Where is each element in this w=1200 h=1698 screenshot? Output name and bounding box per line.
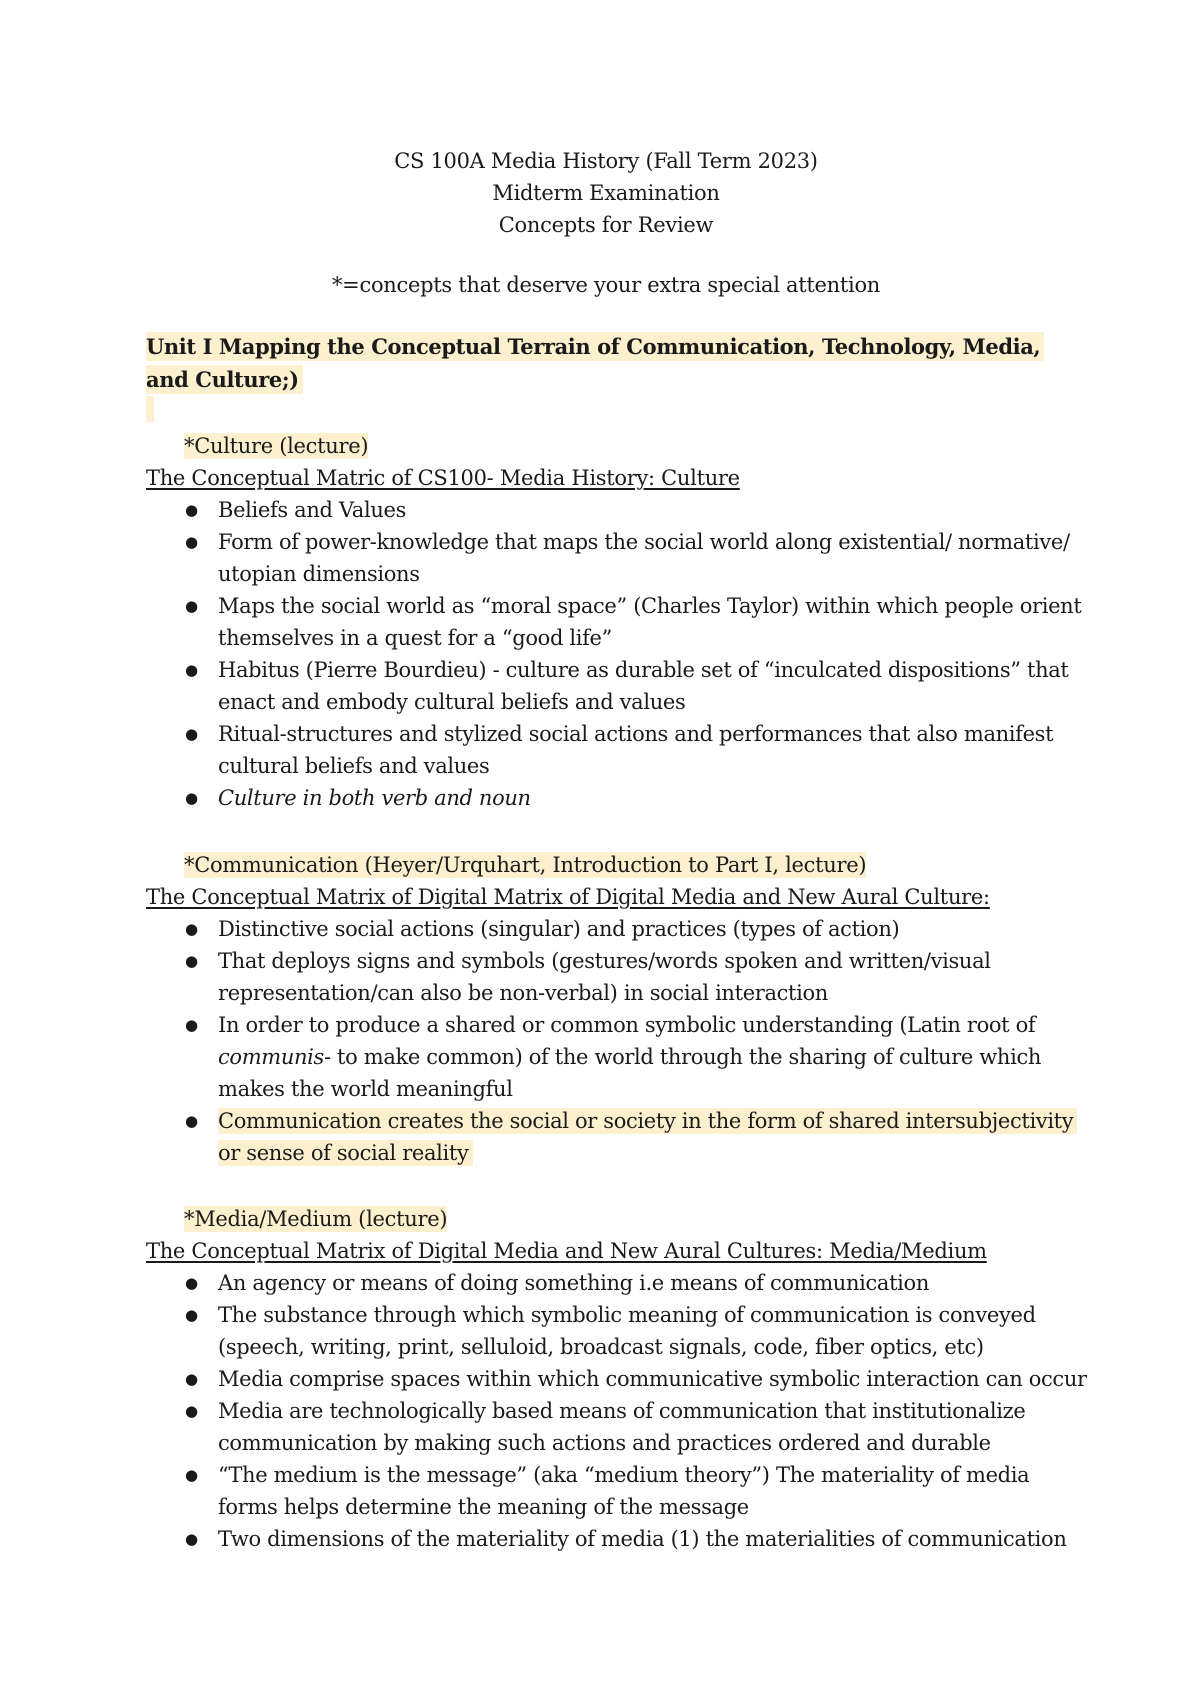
bullet-icon: ● <box>185 1370 198 1388</box>
section-media <box>146 1203 1087 1555</box>
course-title: CS 100A Media History (Fall Term 2023) <box>394 149 818 173</box>
list-item-text: The substance through which symbolic meaning of communication is conveyed (speech, writing, print, selluloid, broadcast signals, code, fiber optics, etc) <box>218 1303 1036 1359</box>
concept-heading <box>184 430 1066 462</box>
list-item-text: Media comprise spaces within which communicative symbolic interaction can occur <box>218 1367 1087 1391</box>
list-item <box>146 526 1088 590</box>
bullet-icon: ● <box>185 725 198 743</box>
list-item <box>146 782 1088 814</box>
matrix-title: The Conceptual Matrix of Digital Matrix of Digital Media and New Aural Culture: <box>146 885 990 909</box>
list-item-text: Two dimensions of the materiality of media (1) the materialities of communication <box>218 1527 1067 1551</box>
text-run: In order to produce a shared or common symbolic understanding (Latin root of <box>218 1013 1036 1037</box>
list-item-text: Form of power-knowledge that maps the social world along existential/ normative/ utopian dimensions <box>218 530 1070 586</box>
concept-media: *Media/Medium (lecture) <box>184 1207 448 1231</box>
list-item <box>146 1459 1088 1523</box>
bullet-icon: ● <box>185 1466 198 1484</box>
bullet-icon: ● <box>185 1112 198 1130</box>
exam-title: Midterm Examination <box>492 181 720 205</box>
list-item-text: Maps the social world as “moral space” (Charles Taylor) within which people orient themselves in a quest for a “good life” <box>218 594 1082 650</box>
matrix-title: The Conceptual Matric of CS100- Media History: Culture <box>146 466 740 490</box>
list-item <box>146 654 1088 718</box>
list-item <box>146 1363 1088 1395</box>
bullet-icon: ● <box>185 952 198 970</box>
list-item <box>146 718 1088 782</box>
latin-term: communis <box>218 1045 324 1069</box>
document-header <box>146 145 1066 241</box>
bullet-list <box>146 494 1082 814</box>
bullet-icon: ● <box>185 789 198 807</box>
bullet-icon: ● <box>185 1530 198 1548</box>
list-item-text: Habitus (Pierre Bourdieu) - culture as durable set of “inculcated dispositions” that enact and embody cultural beliefs and values <box>218 658 1069 714</box>
list-item <box>146 945 1088 1009</box>
concept-culture: *Culture (lecture) <box>184 434 369 458</box>
list-item <box>146 494 1088 526</box>
list-item <box>146 1299 1088 1363</box>
list-item-text: Media are technologically based means of communication that institutionalize communication by making such actions and practices ordered and durable <box>218 1399 1026 1455</box>
concept-communication: *Communication (Heyer/Urquhart, Introduction to Part I, lecture) <box>184 853 867 877</box>
section-communication <box>146 849 1074 1169</box>
list-item-text: Culture in both verb and noun <box>218 786 531 810</box>
bullet-icon: ● <box>185 1274 198 1292</box>
list-item-text <box>218 1013 1041 1101</box>
bullet-icon: ● <box>185 920 198 938</box>
list-item <box>146 590 1088 654</box>
list-item <box>146 1105 1088 1169</box>
bullet-icon: ● <box>185 501 198 519</box>
concept-heading <box>184 1203 1066 1235</box>
concept-heading <box>184 849 1066 881</box>
attention-note: *=concepts that deserve your extra special attention <box>331 273 881 297</box>
list-item <box>146 1395 1088 1459</box>
review-title: Concepts for Review <box>498 213 714 237</box>
matrix-title: The Conceptual Matrix of Digital Media and New Aural Cultures: Media/Medium <box>146 1239 987 1263</box>
list-item-text: That deploys signs and symbols (gestures/words spoken and written/visual representation/can also be non-verbal) in social interaction <box>218 949 991 1005</box>
list-item-text: Communication creates the social or society in the form of shared intersubjectivity or sense of social reality <box>218 1108 1077 1166</box>
unit-heading <box>146 330 1046 396</box>
list-item-text: Ritual-structures and stylized social actions and performances that also manifest cultural beliefs and values <box>218 722 1054 778</box>
bullet-icon: ● <box>185 597 198 615</box>
highlight-marker <box>146 396 154 422</box>
bullet-icon: ● <box>185 1016 198 1034</box>
list-item <box>146 1267 1088 1299</box>
list-item-text: Distinctive social actions (singular) and practices (types of action) <box>218 917 900 941</box>
bullet-icon: ● <box>185 661 198 679</box>
bullet-icon: ● <box>185 1306 198 1324</box>
list-item-text: “The medium is the message” (aka “medium theory”) The materiality of media forms helps determine the meaning of the message <box>218 1463 1030 1519</box>
bullet-list <box>146 1267 1087 1555</box>
section-culture <box>146 430 1082 814</box>
list-item <box>146 913 1088 945</box>
list-item-text: Beliefs and Values <box>218 498 407 522</box>
bullet-icon: ● <box>185 533 198 551</box>
unit-title: Unit I Mapping the Conceptual Terrain of Communication, Technology, Media, and Culture;) <box>146 332 1044 394</box>
bullet-icon: ● <box>185 1402 198 1420</box>
list-item <box>146 1009 1088 1105</box>
list-item <box>146 1523 1088 1555</box>
bullet-list <box>146 913 1074 1169</box>
list-item-text: An agency or means of doing something i.e means of communication <box>218 1271 930 1295</box>
text-run: - to make common) of the world through the sharing of culture which makes the world meaningful <box>218 1045 1042 1101</box>
